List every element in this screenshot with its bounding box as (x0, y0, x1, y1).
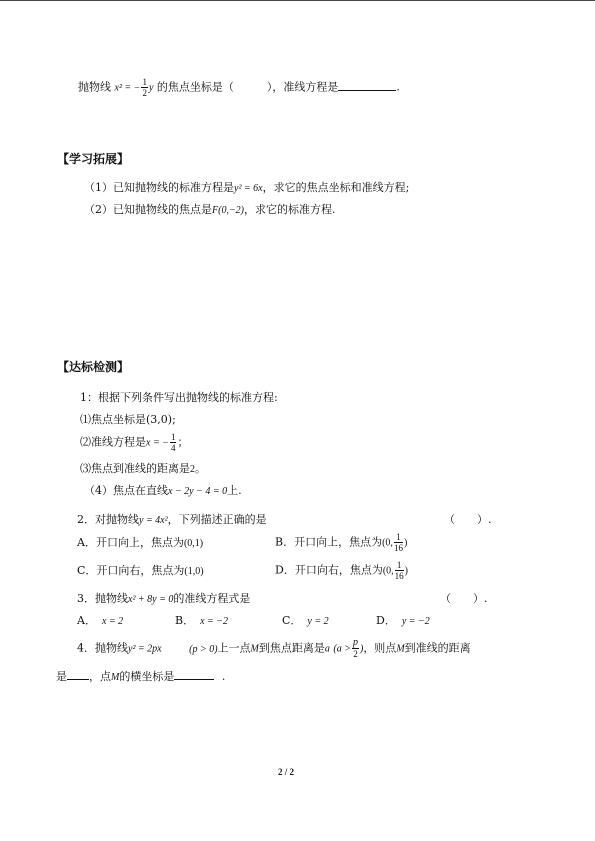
q2-option-b[interactable] (275, 532, 407, 553)
text: 抛物线 (78, 80, 111, 94)
text: ，求它的标准方程. (244, 203, 336, 216)
text: C． (282, 614, 302, 627)
q1-item-a: ⑴焦点坐标是(3,0); (80, 413, 176, 426)
text: （4）焦点在直线 (84, 484, 168, 497)
text: ； (177, 435, 189, 449)
text: B． (175, 614, 195, 627)
equation: x = − (146, 437, 169, 449)
text: 上一点 (217, 641, 251, 655)
text: ⑵准线方程是 (80, 435, 146, 449)
equation: x − 2y − 4 = 0 (168, 486, 228, 497)
equation: (p > 0) (189, 643, 218, 655)
variable: a (324, 643, 330, 655)
text: （1）已知抛物线的标准方程是 (84, 181, 234, 194)
equation: x² = − (114, 82, 141, 94)
text: C．开口向右，焦点为 (77, 564, 185, 577)
text: B．开口向上，焦点为 (275, 535, 383, 549)
equation: y (148, 82, 154, 94)
q2-option-c[interactable] (77, 564, 204, 579)
q3-option-b[interactable] (175, 614, 228, 629)
equation: y = 4x² (139, 515, 168, 526)
text: 上. (227, 484, 242, 497)
q2-stem (77, 513, 267, 528)
text: 到准线的距离 (404, 641, 471, 655)
frac-den: 4 (170, 443, 176, 453)
value: (0, (382, 565, 394, 577)
frac-num: 1 (395, 560, 404, 571)
q3-option-d[interactable] (376, 614, 430, 629)
frac-num: 1 (170, 432, 176, 442)
frac-num: p (352, 637, 358, 648)
variable: M (111, 672, 120, 683)
value: (0, (382, 537, 393, 549)
value: ) (404, 565, 409, 577)
value: (0,1) (183, 538, 204, 549)
text: D．开口向右，焦点为 (275, 563, 383, 577)
fraction (394, 532, 403, 553)
equation: ) (359, 643, 364, 655)
section-heading-expansion: 【学习拓展】 (57, 152, 130, 166)
text: D． (376, 614, 396, 627)
text: ⑶焦点到准线的距离是 (80, 462, 190, 475)
equation: (a > (333, 643, 351, 655)
text: 到焦点距离是 (258, 641, 325, 655)
q2-option-a[interactable] (77, 536, 203, 551)
text: 2．对抛物线 (77, 513, 139, 526)
answer-blank[interactable] (67, 668, 89, 680)
expansion-item-2 (84, 203, 336, 218)
fraction (141, 77, 148, 98)
header-rule (0, 0, 595, 1)
q1-intro: 1：根据下列条件写出抛物线的标准方程: (80, 391, 278, 404)
fraction (352, 638, 359, 659)
q4-stem (77, 638, 471, 659)
expansion-item-1 (84, 181, 409, 196)
equation: y² = 6x (234, 183, 263, 194)
text: 。 (195, 462, 206, 475)
text: ，下列描述正确的是 (167, 513, 267, 526)
text: 是 (56, 670, 67, 683)
value: (1,0) (184, 566, 204, 577)
equation: F(0,−2) (212, 205, 245, 216)
frac-num: 1 (142, 77, 147, 87)
q1-item-d (84, 484, 242, 499)
frac-den: 16 (393, 543, 403, 553)
text: 的横坐标是 (119, 670, 175, 683)
q3-answer-paren[interactable]: （ ）. (440, 592, 488, 605)
text: （2）已知抛物线的焦点是 (84, 203, 212, 216)
equation: x = 2 (101, 616, 124, 627)
variable: M (396, 643, 405, 655)
text: ，则点 (363, 641, 397, 655)
text: 的准线方程式是 (173, 592, 251, 605)
q1-item-b (80, 432, 188, 453)
value: 2 (190, 464, 195, 475)
q4-continuation (56, 668, 225, 685)
q2-option-d[interactable] (275, 560, 408, 581)
text: ，点 (89, 670, 111, 683)
equation: x = −2 (200, 616, 229, 627)
text: A． (77, 614, 96, 627)
value: ) (403, 537, 408, 549)
text: . (396, 80, 400, 94)
question-focus-directrix (78, 77, 400, 98)
variable: M (250, 643, 259, 655)
equation: y = 2 (307, 616, 329, 627)
equation: y² = 2px (128, 643, 162, 655)
equation: x² + 8y = 0 (128, 594, 174, 605)
text: 的焦点坐标是（ ），准线方程是 (156, 80, 339, 94)
q3-option-a[interactable] (77, 614, 123, 629)
q3-option-c[interactable] (282, 614, 329, 629)
text: A．开口向上，焦点为 (77, 536, 184, 549)
q3-stem (77, 592, 250, 607)
equation: y = −2 (401, 616, 430, 627)
q1-item-c (80, 462, 206, 477)
answer-blank[interactable] (174, 668, 214, 680)
text: . (221, 670, 226, 683)
answer-blank[interactable] (338, 79, 396, 91)
frac-den: 2 (142, 88, 147, 98)
text: 4．抛物线 (77, 641, 128, 655)
fraction (170, 432, 177, 453)
text: ，求它的焦点坐标和准线方程; (262, 181, 410, 194)
frac-den: 2 (353, 649, 358, 659)
text: 3．抛物线 (77, 592, 128, 605)
frac-den: 16 (394, 571, 404, 581)
fraction (395, 560, 404, 581)
frac-num: 1 (394, 532, 403, 543)
page-number: 2 / 2 (278, 767, 295, 777)
q2-answer-paren[interactable]: （ ）. (444, 513, 492, 526)
section-heading-test: 【达标检测】 (57, 360, 130, 374)
